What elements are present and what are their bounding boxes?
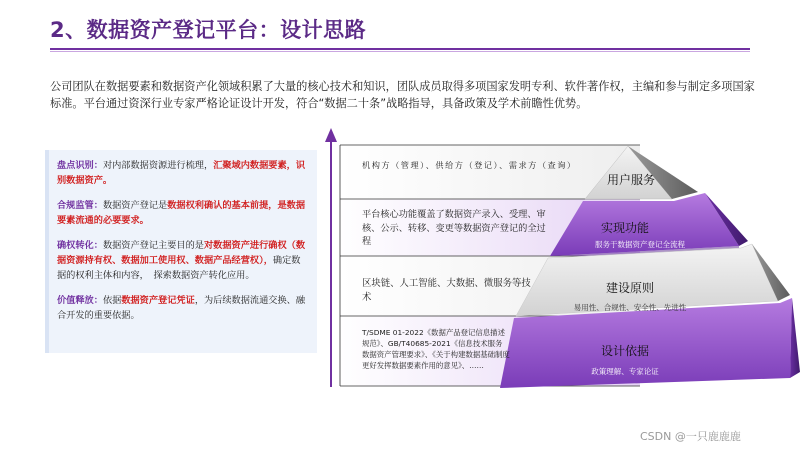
item-highlight: 汇聚域内数据要素，识别数据资产。 xyxy=(57,160,306,186)
row-desc-principles: 区块链、人工智能、大数据、微服务等技术 xyxy=(362,278,531,303)
item-key: 价值释放： xyxy=(57,295,103,306)
row-desc-functions: 平台核心功能覆盖了数据资产录入、受理、审核、公示、转移、变更等数据资产登记的全过程 xyxy=(362,209,546,247)
item-highlight: 对数据资产进行确权（数据资源持有权、数据加工使用权、数据产品经营权）， xyxy=(57,240,306,266)
level-title-principles: 建设原则 xyxy=(605,281,654,295)
watermark-text: CSDN @一只鹿鹿鹿 xyxy=(640,430,741,443)
row-desc-users: 机构方（管理）、供给方（登记）、需求方（查询） xyxy=(362,160,577,170)
level-title-functions: 实现功能 xyxy=(600,221,649,235)
item-text-tail: 确定数据的权利主体和内容， 探索数据资产转化应用。 xyxy=(57,255,301,281)
level-title-basis: 设计依据 xyxy=(600,344,649,358)
level-sub-basis: 政策理解、专家论证 xyxy=(591,367,659,376)
item-text: 数据资产登记主要目的是 xyxy=(102,240,204,251)
item-text: 依据 xyxy=(102,295,122,306)
level-title-users: 用户服务 xyxy=(606,173,655,187)
item-text-tail: ，为后续数据流通交换、融合开发的重要依据。 xyxy=(57,295,306,321)
item-text: 数据资产登记是 xyxy=(102,200,168,211)
item-key: 合规监管： xyxy=(57,200,103,211)
item-text: 对内部数据资源进行梳理， xyxy=(102,160,214,171)
row-desc-basis: T/SDME 01-2022《数据产品登记信息描述规范》、GB/T40685-2021《信息技术服务 数据资产管理要求》、《关于构建数据基础制度更好发挥数据要素作用的意见》、…… xyxy=(362,328,510,370)
item-key: 确权转化： xyxy=(57,240,103,251)
level-sub-functions: 服务于数据资产登记全流程 xyxy=(595,240,685,249)
item-highlight: 数据权利确认的基本前提，是数据要素流通的必要要求。 xyxy=(57,200,306,226)
item-key: 盘点识别： xyxy=(57,160,103,171)
item-highlight: 数据资产登记凭证 xyxy=(121,295,195,306)
level-sub-principles: 易用性、合规性、安全性、先进性 xyxy=(573,303,687,312)
intro-paragraph: 公司团队在数据要素和数据资产化领域积累了大量的核心技术和知识，团队成员取得多项国家发明专利、软件著作权，主编和参与制定多项国家标准。平台通过资深行业专家严格论证设计开发，符合“数据二十条”战略指导，具备政策及学术前瞻性优势。 xyxy=(50,80,755,110)
arrow-up-icon xyxy=(325,128,337,142)
page-title: 2、数据资产登记平台：设计思路 xyxy=(50,18,367,42)
